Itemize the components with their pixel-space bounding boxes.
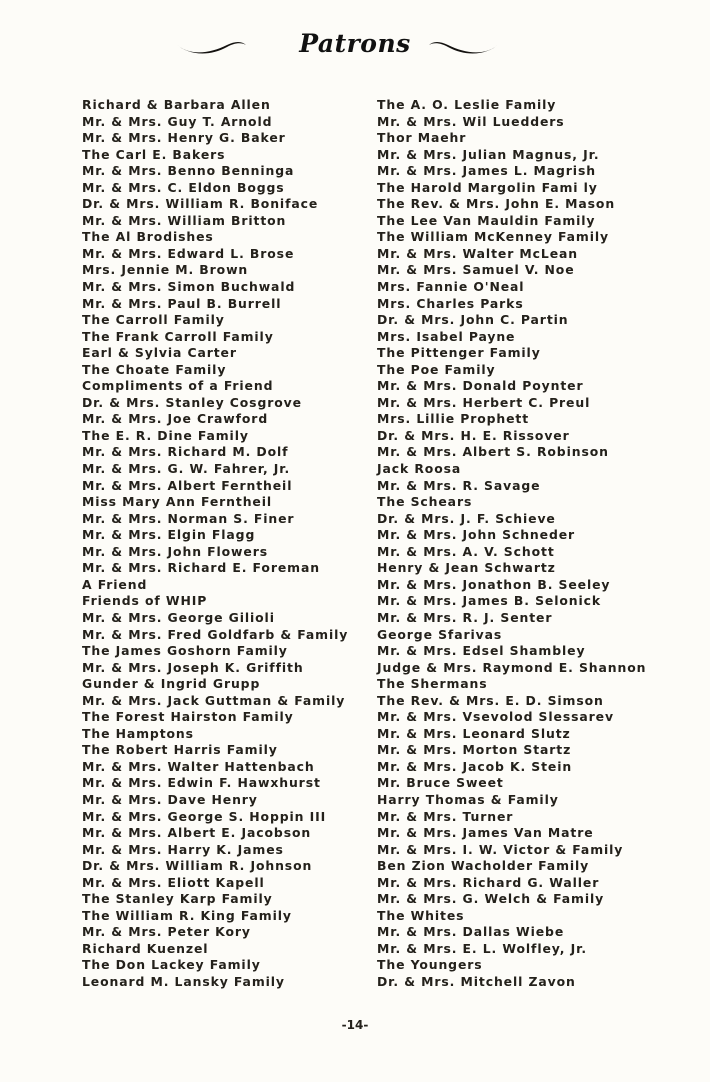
patron-entry: Dr. & Mrs. William R. Johnson: [82, 858, 313, 874]
patron-entry: Mr. & Mrs. R. Savage: [377, 477, 541, 493]
patron-entry: Mr. & Mrs. Simon Buchwald: [82, 279, 296, 295]
patron-entry: The Forest Hairston Family: [82, 709, 294, 725]
patron-entry: The Rev. & Mrs. John E. Mason: [377, 196, 616, 212]
patron-entry: Ben Zion Wacholder Family: [377, 858, 590, 874]
patron-entry: The A. O. Leslie Family: [377, 97, 557, 112]
patron-entry: Mr. & Mrs. Richard M. Dolf: [82, 444, 289, 460]
patron-entry: Mr. & Mrs. James L. Magrish: [377, 163, 596, 179]
patron-entry: Mr. & Mrs. William Britton: [82, 212, 287, 228]
patron-entry: Mr. & Mrs. Edwin F. Hawxhurst: [82, 775, 321, 791]
patron-entry: The Schears: [377, 494, 473, 510]
patron-entry: Mr. & Mrs. Edsel Shambley: [377, 643, 586, 659]
patron-entry: The Whites: [377, 907, 465, 923]
patron-entry: Richard & Barbara Allen: [82, 97, 271, 112]
patron-entry: Mr. & Mrs. Walter Hattenbach: [82, 758, 315, 774]
patron-entry: Mr. & Mrs. A. V. Schott: [377, 543, 555, 559]
patron-entry: Mr. Bruce Sweet: [377, 775, 504, 791]
patron-entry: Mr. & Mrs. Leonard Slutz: [377, 725, 571, 741]
patron-entry: Mr. & Mrs. Richard G. Waller: [377, 874, 600, 890]
patron-entry: Mr. & Mrs. G. Welch & Family: [377, 891, 605, 907]
patron-entry: Mr. & Mrs. Donald Poynter: [377, 378, 584, 394]
patron-entry: Mrs. Isabel Payne: [377, 328, 516, 344]
patron-entry: A Friend: [82, 576, 148, 592]
swash-left-icon: [175, 36, 247, 56]
patron-entry: Mr. & Mrs. Dave Henry: [82, 791, 258, 807]
patron-entry: The Carl E. Bakers: [82, 146, 226, 162]
patron-entry: Mr. & Mrs. Dallas Wiebe: [377, 924, 565, 940]
patron-entry: Mr. & Mrs. Joseph K. Griffith: [82, 659, 304, 675]
patron-entry: The Carroll Family: [82, 312, 225, 328]
patron-entry: The William R. King Family: [82, 907, 292, 923]
page-title: Patrons: [299, 29, 411, 58]
patron-entry: The James Goshorn Family: [82, 643, 288, 659]
patron-entry: Mr. & Mrs. Morton Startz: [377, 742, 572, 758]
patron-entry: The Don Lackey Family: [82, 957, 261, 973]
patron-entry: Mr. & Mrs. John Flowers: [82, 543, 268, 559]
patron-entry: Mr. & Mrs. Peter Kory: [82, 924, 251, 940]
patron-entry: The Choate Family: [82, 361, 227, 377]
patron-entry: Mr. & Mrs. James B. Selonick: [377, 593, 602, 609]
patron-entry: Mr. & Mrs. Jonathon B. Seeley: [377, 576, 611, 592]
patron-entry: Mr. & Mrs. Eliott Kapell: [82, 874, 265, 890]
patron-entry: Mr. & Mrs. George Gilioli: [82, 609, 275, 625]
patron-entry: Judge & Mrs. Raymond E. Shannon: [377, 659, 647, 675]
patron-entry: Thor Maehr: [377, 130, 467, 146]
patron-entry: Mr. & Mrs. Norman S. Finer: [82, 510, 295, 526]
patron-entry: Mr. & Mrs. Elgin Flagg: [82, 527, 256, 543]
patron-entry: Jack Roosa: [377, 461, 462, 477]
patron-entry: Mr. & Mrs. Walter McLean: [377, 245, 578, 261]
patron-entry: Mr. & Mrs. Samuel V. Noe: [377, 262, 575, 278]
patron-entry: Mr. & Mrs. Henry G. Baker: [82, 130, 286, 146]
patron-entry: The Stanley Karp Family: [82, 891, 273, 907]
patron-entry: Mr. & Mrs. Joe Crawford: [82, 411, 269, 427]
patron-entry: The Rev. & Mrs. E. D. Simson: [377, 692, 604, 708]
patron-entry: Mr. & Mrs. Turner: [377, 808, 514, 824]
patron-entry: Dr. & Mrs. J. F. Schieve: [377, 510, 556, 526]
patron-entry: The Lee Van Mauldin Family: [377, 212, 596, 228]
patron-entry: Mr. & Mrs. G. W. Fahrer, Jr.: [82, 461, 291, 477]
patron-entry: Mrs. Charles Parks: [377, 295, 524, 311]
patron-entry: The Shermans: [377, 676, 488, 692]
patron-entry: Richard Kuenzel: [82, 940, 209, 956]
patron-entry: Mr. & Mrs. George S. Hoppin III: [82, 808, 327, 824]
patron-entry: Dr. & Mrs. Stanley Cosgrove: [82, 394, 302, 410]
patron-entry: Harry Thomas & Family: [377, 791, 559, 807]
page-number: -14-: [341, 1018, 369, 1032]
patron-entry: The Al Brodishes: [82, 229, 214, 245]
patron-list-left: [82, 97, 362, 991]
patron-entry: Mr. & Mrs. E. L. Wolfley, Jr.: [377, 940, 587, 956]
patron-entry: Mr. & Mrs. Albert E. Jacobson: [82, 825, 312, 841]
patron-entry: Mr. & Mrs. John Schneder: [377, 527, 576, 543]
patron-entry: Earl & Sylvia Carter: [82, 345, 237, 361]
patron-entry: Mr. & Mrs. Edward L. Brose: [82, 245, 295, 261]
patron-entry: Mr. & Mrs. Julian Magnus, Jr.: [377, 146, 600, 162]
patron-entry: Mr. & Mrs. R. J. Senter: [377, 609, 553, 625]
patron-entry: Henry & Jean Schwartz: [377, 560, 556, 576]
patron-entry: Miss Mary Ann Ferntheil: [82, 494, 273, 510]
patron-entry: The Pittenger Family: [377, 345, 541, 361]
patron-entry: The Hamptons: [82, 725, 194, 741]
patron-entry: Friends of WHIP: [82, 593, 208, 609]
patron-entry: Mr. & Mrs. Albert Ferntheil: [82, 477, 293, 493]
patron-entry: Gunder & Ingrid Grupp: [82, 676, 261, 692]
patron-entry: Mr. & Mrs. Wil Luedders: [377, 113, 565, 129]
patron-entry: Mr. & Mrs. Paul B. Burrell: [82, 295, 282, 311]
patron-entry: Dr. & Mrs. William R. Boniface: [82, 196, 319, 212]
patron-entry: Mrs. Jennie M. Brown: [82, 262, 249, 278]
patron-entry: Mr. & Mrs. Herbert C. Preul: [377, 394, 591, 410]
patron-entry: Mrs. Lillie Prophett: [377, 411, 530, 427]
patron-entry: Mr. & Mrs. Jack Guttman & Family: [82, 692, 346, 708]
patron-entry: Dr. & Mrs. John C. Partin: [377, 312, 569, 328]
patron-entry: Dr. & Mrs. Mitchell Zavon: [377, 973, 576, 989]
patron-entry: The Youngers: [377, 957, 483, 973]
page-header: [0, 24, 710, 74]
patron-entry: Mr. & Mrs. Richard E. Foreman: [82, 560, 320, 576]
patron-entry: Mr. & Mrs. I. W. Victor & Family: [377, 841, 624, 857]
patron-entry: The William McKenney Family: [377, 229, 610, 245]
patron-entry: Mr. & Mrs. Albert S. Robinson: [377, 444, 609, 460]
patron-entry: George Sfarivas: [377, 626, 503, 642]
patron-entry: Leonard M. Lansky Family: [82, 973, 285, 989]
patron-entry: The Harold Margolin Fami ly: [377, 179, 598, 195]
swash-right-icon: [428, 36, 500, 56]
patron-entry: Mr. & Mrs. Benno Benninga: [82, 163, 295, 179]
patron-entry: Mr. & Mrs. Harry K. James: [82, 841, 284, 857]
patron-entry: The Robert Harris Family: [82, 742, 278, 758]
patron-entry: The Poe Family: [377, 361, 496, 377]
patron-entry: Mrs. Fannie O'Neal: [377, 279, 525, 295]
patron-entry: Mr. & Mrs. Jacob K. Stein: [377, 758, 573, 774]
patron-entry: The Frank Carroll Family: [82, 328, 274, 344]
patron-entry: Mr. & Mrs. C. Eldon Boggs: [82, 179, 285, 195]
patron-entry: Mr. & Mrs. Vsevolod Slessarev: [377, 709, 614, 725]
patron-entry: Compliments of a Friend: [82, 378, 274, 394]
patron-entry: Mr. & Mrs. James Van Matre: [377, 825, 594, 841]
patron-list-right: [377, 97, 677, 991]
patron-entry: The E. R. Dine Family: [82, 427, 249, 443]
patron-entry: Mr. & Mrs. Guy T. Arnold: [82, 113, 273, 129]
patron-entry: Dr. & Mrs. H. E. Rissover: [377, 427, 570, 443]
patron-entry: Mr. & Mrs. Fred Goldfarb & Family: [82, 626, 349, 642]
